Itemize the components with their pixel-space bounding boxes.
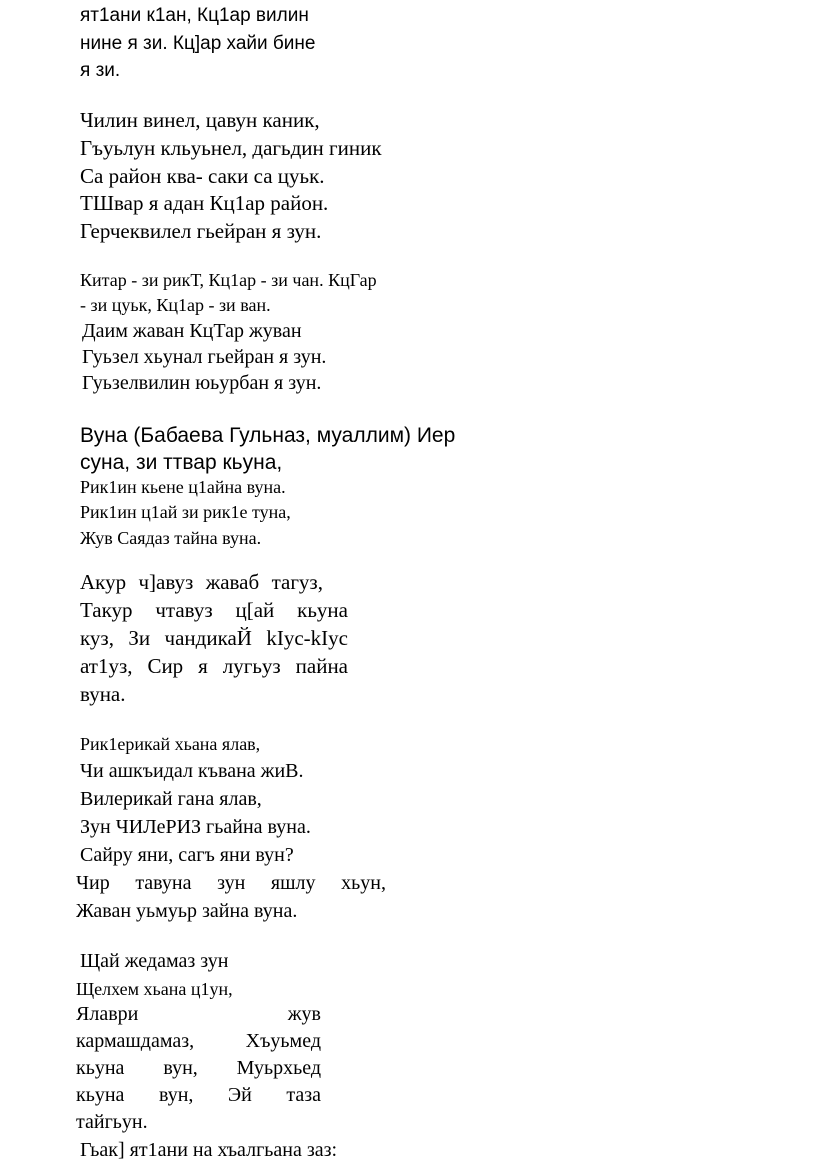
poem-word: кьуна xyxy=(76,1084,125,1106)
poem-line: вуна. xyxy=(80,682,126,706)
poem-line: Сайру яни, сагъ яни вун? xyxy=(80,844,294,866)
poem-word: Сир xyxy=(147,654,184,678)
poem-line xyxy=(76,1004,321,1024)
poem-line: Жув Саядаз тайна вуна. xyxy=(80,528,262,548)
poem-word: кьуна xyxy=(297,598,348,622)
poem-line: Гъуьлун кльуьнел, дагьдин гиник xyxy=(80,136,382,160)
poem-line: суна, зи ттвар кьуна, xyxy=(80,451,283,474)
poem-line: Вилерикай гана ялав, xyxy=(80,788,262,810)
poem-word: вун, xyxy=(158,1084,194,1106)
poem-word: таза xyxy=(286,1084,321,1106)
poem-line: нине я зи. Кц]ар хайи бине xyxy=(80,33,316,54)
poem-word: Зи xyxy=(128,626,151,650)
poem-word: ч]авуз xyxy=(138,570,194,594)
poem-word: яшлу xyxy=(270,872,316,894)
poem-line xyxy=(80,600,348,621)
poem-line xyxy=(80,628,348,649)
poem-line: Чилин винел, цавун каник, xyxy=(80,108,320,132)
poem-line: Щай жедамаз зун xyxy=(80,950,229,972)
poem-line xyxy=(76,873,386,893)
poem-word: кьуна xyxy=(76,1057,125,1079)
poem-word: чтавуз xyxy=(155,598,213,622)
poem-line: Гуьзел хьунал гьейран я зун. xyxy=(82,346,327,368)
poem-word: кармашдамаз, xyxy=(76,1030,195,1052)
poem-line: Гьак] ят1ани на хъалгьана заз: xyxy=(80,1139,338,1161)
poem-line xyxy=(76,1085,321,1105)
poem-line xyxy=(80,572,323,593)
poem-word: тавуна xyxy=(135,872,192,894)
poem-line: Чи ашкъидал къвана жиВ. xyxy=(80,760,304,782)
poem-line: Рик1ин ц1ай зи рик1е туна, xyxy=(80,502,291,522)
poem-word: Чир xyxy=(76,872,110,894)
poem-word: жаваб xyxy=(205,570,260,594)
poem-word: Такур xyxy=(80,598,133,622)
poem-line: я зи. xyxy=(80,60,121,81)
poem-word: kIус-kIус xyxy=(266,626,348,650)
poem-word: Хъуьмед xyxy=(245,1030,321,1052)
poem-word: вун, xyxy=(163,1057,198,1079)
poem-word: хьун, xyxy=(341,872,386,894)
poem-line: Гуьзелвилин юьурбан я зун. xyxy=(82,372,322,394)
poem-line: Герчеквилел гьейран я зун. xyxy=(80,219,322,243)
poem-word: Эй xyxy=(227,1084,252,1106)
poem-word: зун xyxy=(217,872,246,894)
poem-line: - зи цуьк, Кц1ар - зи ван. xyxy=(80,295,271,315)
poem-line: Вуна (Бабаева Гульназ, муаллим) Иер xyxy=(80,424,456,447)
poem-line: тайгьун. xyxy=(76,1111,148,1133)
poem-line: Китар - зи рикТ, Кц1ар - зи чан. КцГар xyxy=(80,270,377,290)
poem-line xyxy=(76,1058,321,1078)
poem-word: Ялаври xyxy=(76,1003,139,1025)
poem-word: жув xyxy=(287,1003,321,1025)
poem-line: Жаван уьмуьр зайна вуна. xyxy=(76,900,298,922)
poem-word: куз, xyxy=(80,626,114,650)
poem-line: Даим жаван КцТар жуван xyxy=(82,320,302,342)
poem-word: Акур xyxy=(80,570,127,594)
poem-word: Муьрхьед xyxy=(236,1057,321,1079)
poem-word: ц[ай xyxy=(235,598,275,622)
poem-line: Са район ква- саки са цуьк. xyxy=(80,164,325,188)
poem-line: Щелхем хьана ц1ун, xyxy=(76,979,233,999)
poem-line: Рик1ин кьене ц1айна вуна. xyxy=(80,477,286,497)
poem-word: пайна xyxy=(295,654,348,678)
poem-line xyxy=(80,656,348,677)
poem-line: Рик1ерикай хьана ялав, xyxy=(80,734,261,754)
poem-word: ат1уз, xyxy=(80,654,133,678)
poem-line: ТШвар я адан Кц1ар район. xyxy=(80,191,329,215)
poem-word: тагуз, xyxy=(271,570,323,594)
poem-line xyxy=(76,1031,321,1051)
poem-word: лугьуз xyxy=(222,654,281,678)
poem-word: я xyxy=(198,654,208,678)
poem-word: чандикаЙ xyxy=(164,626,252,650)
poem-line: Зун ЧИЛеРИЗ гьайна вуна. xyxy=(80,816,311,838)
poem-line: ят1ани к1ан, Кц1ар вилин xyxy=(80,5,309,26)
